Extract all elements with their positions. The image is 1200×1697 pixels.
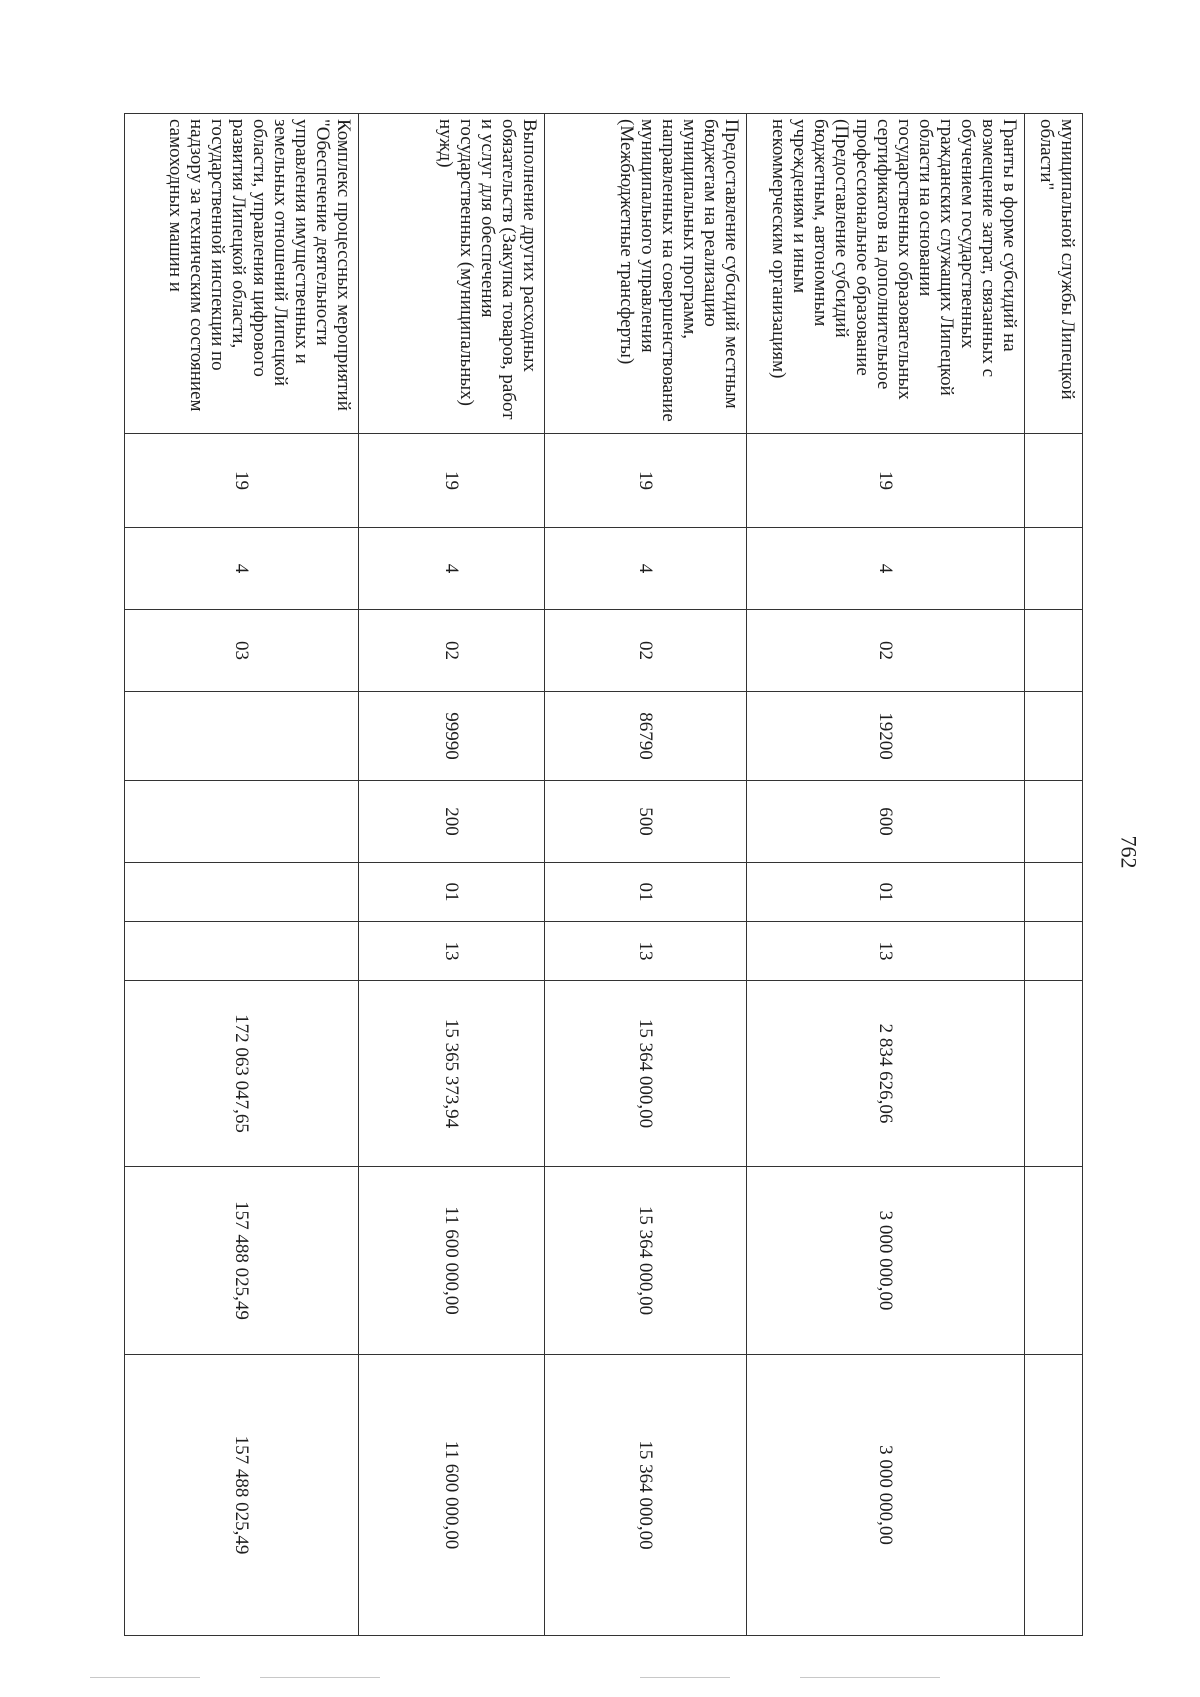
cell-direction xyxy=(1025,692,1083,781)
cell-name: Выполнение других расходных обязательств (Закупка товаров, работ и услуг для обеспечения государственных (муниципальных) нужд) xyxy=(359,114,545,434)
cell-sum-2025: 11 600 000,00 xyxy=(359,1167,545,1355)
cell-section: 01 xyxy=(545,863,747,922)
cell-sum-2025: 3 000 000,00 xyxy=(747,1167,1025,1355)
cell-expense-type xyxy=(1025,781,1083,863)
cell-sum-2026: 157 488 025,49 xyxy=(125,1355,359,1636)
cell-sum-2026: 11 600 000,00 xyxy=(359,1355,545,1636)
budget-table xyxy=(124,113,1083,1636)
cell-expense-type: 500 xyxy=(545,781,747,863)
cell-name: Гранты в форме субсидий на возмещение затрат, связанных с обучением государственных гражданских служащих Липецкой области на основании государственных образовательных сертификатов на дополнительное профессиональное образование (Предоставление субсидий бюджетным, автономным учреждениям и иным некоммерческим организациям) xyxy=(747,114,1025,434)
cell-expense-type xyxy=(125,781,359,863)
cell-structure: 03 xyxy=(125,610,359,692)
cell-subsection xyxy=(1025,922,1083,981)
cell-structure: 02 xyxy=(545,610,747,692)
budget-table-rotated xyxy=(125,113,1083,1635)
cell-structure xyxy=(1025,610,1083,692)
table-row xyxy=(1025,114,1083,1636)
cell-subsection: 13 xyxy=(545,922,747,981)
cell-subprogram xyxy=(1025,528,1083,610)
cell-section xyxy=(1025,863,1083,922)
cell-program: 19 xyxy=(747,434,1025,528)
cell-sum-2026 xyxy=(1025,1355,1083,1636)
cell-sum-2025 xyxy=(1025,1167,1083,1355)
cell-subsection: 13 xyxy=(747,922,1025,981)
cell-subsection xyxy=(125,922,359,981)
scan-artifact-line xyxy=(260,1677,380,1678)
cell-direction: 86790 xyxy=(545,692,747,781)
budget-table-wrapper xyxy=(125,113,1083,1635)
cell-sum-2024: 15 364 000,00 xyxy=(545,981,747,1167)
cell-subprogram: 4 xyxy=(359,528,545,610)
cell-sum-2026: 15 364 000,00 xyxy=(545,1355,747,1636)
cell-section: 01 xyxy=(747,863,1025,922)
cell-subprogram: 4 xyxy=(125,528,359,610)
table-row xyxy=(545,114,747,1636)
cell-program xyxy=(1025,434,1083,528)
page-number xyxy=(1108,822,1148,882)
cell-sum-2024: 2 834 626,06 xyxy=(747,981,1025,1167)
cell-name: муниципальной службы Липецкой области" xyxy=(1025,114,1083,434)
cell-program: 19 xyxy=(125,434,359,528)
page-number-text: 762 xyxy=(1116,835,1141,869)
cell-direction: 19200 xyxy=(747,692,1025,781)
scan-artifact-line xyxy=(800,1677,940,1678)
cell-subprogram: 4 xyxy=(545,528,747,610)
cell-program: 19 xyxy=(359,434,545,528)
cell-sum-2025: 15 364 000,00 xyxy=(545,1167,747,1355)
scan-artifact-line xyxy=(640,1677,730,1678)
cell-subsection: 13 xyxy=(359,922,545,981)
cell-sum-2025: 157 488 025,49 xyxy=(125,1167,359,1355)
cell-direction xyxy=(125,692,359,781)
cell-sum-2026: 3 000 000,00 xyxy=(747,1355,1025,1636)
cell-subprogram: 4 xyxy=(747,528,1025,610)
scan-artifact-line xyxy=(90,1677,200,1678)
cell-expense-type: 200 xyxy=(359,781,545,863)
table-row xyxy=(747,114,1025,1636)
table-row xyxy=(359,114,545,1636)
cell-expense-type: 600 xyxy=(747,781,1025,863)
cell-direction: 99990 xyxy=(359,692,545,781)
cell-sum-2024: 15 365 373,94 xyxy=(359,981,545,1167)
cell-structure: 02 xyxy=(747,610,1025,692)
cell-program: 19 xyxy=(545,434,747,528)
cell-sum-2024 xyxy=(1025,981,1083,1167)
cell-section xyxy=(125,863,359,922)
cell-structure: 02 xyxy=(359,610,545,692)
cell-section: 01 xyxy=(359,863,545,922)
table-row xyxy=(125,114,359,1636)
cell-name: Предоставление субсидий местным бюджетам на реализацию муниципальных программ, направленных на совершенствование муниципального управления (Межбюджетные трансферты) xyxy=(545,114,747,434)
cell-sum-2024: 172 063 047,65 xyxy=(125,981,359,1167)
cell-name: Комплекс процессных мероприятий "Обеспечение деятельности управления имущественных и земельных отношений Липецкой области, управления цифрового развития Липецкой области, государственной инспекции по надзору за техническим состоянием самоходных машин и xyxy=(125,114,359,434)
